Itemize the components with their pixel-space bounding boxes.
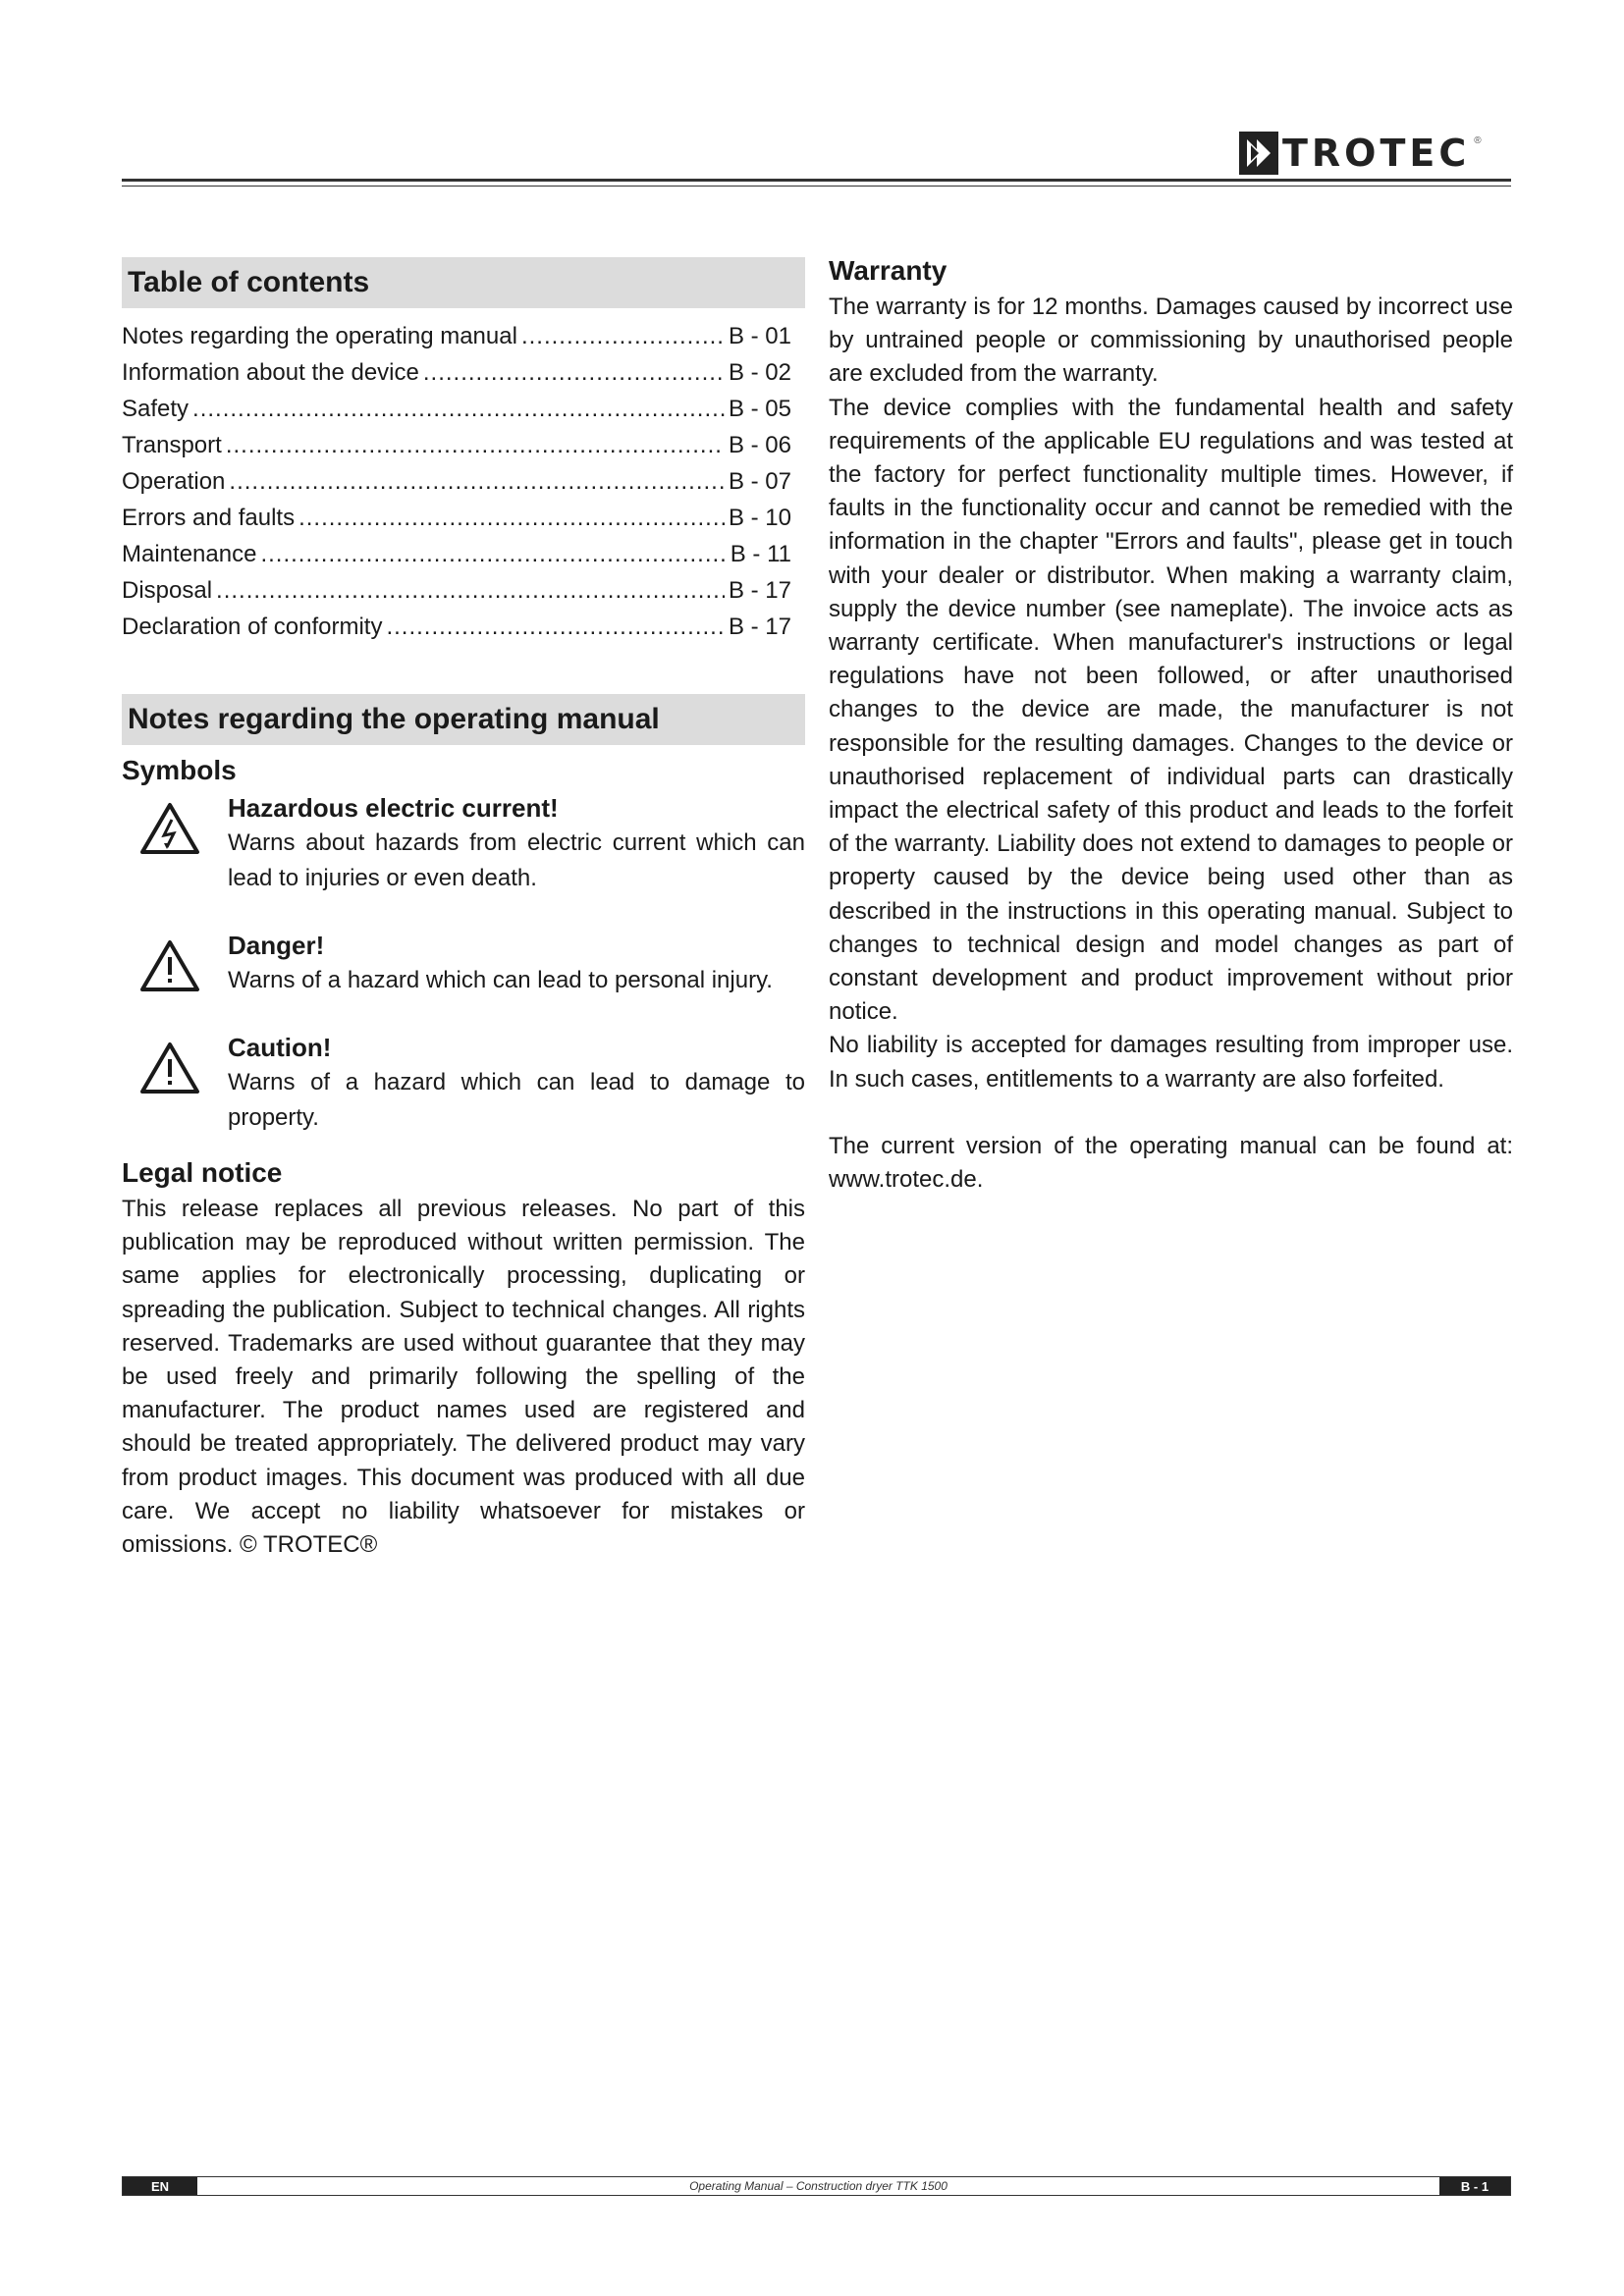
toc-leader [216, 572, 725, 609]
toc-item-title: Operation [122, 468, 226, 495]
symbol-title: Hazardous electric current! [228, 793, 559, 823]
toc-leader [229, 463, 725, 500]
warranty-paragraph: No liability is accepted for damages resulting from improper use. In such cases, entitlements to a warranty are also forfeited. [829, 1032, 1513, 1093]
toc-item-page: B - 06 [728, 432, 791, 458]
left-column [122, 257, 805, 1562]
symbol-title: Caution! [228, 1033, 332, 1062]
toc-item-title: Disposal [122, 577, 213, 604]
toc-item-title: Notes regarding the operating manual [122, 323, 517, 349]
toc-item [122, 536, 791, 572]
warranty-paragraph: The device complies with the fundamental health and safety requirements of the applicable EU regulations and was tested at the factory for perfect functionality multiple times. However, if faults in the functionality occur and cannot be remedied with the information in the chapter "Errors and faults", please get in touch with your dealer or distributor. When making a warranty claim, supply the device number (see nameplate). The invoice acts as warranty certificate. When manufacturer's instructions or legal regulations have not been followed, or after unauthorised changes to the device are made, the manufacturer is not responsible for the resulting damages. Changes to the device or unauthorised replacement of individual parts can drastically impact the electrical safety of this product and leads to the forfeit of the warranty. Liability does not extend to damages to people or property caused by the device being used other than as described in the instructions in this operating manual. Subject to changes to technical design and model changes as part of constant development and product improvement without prior notice. [829, 394, 1513, 1026]
toc-item-title: Transport [122, 432, 222, 458]
legal-notice-heading: Legal notice [122, 1157, 283, 1188]
symbol-electric [122, 790, 805, 896]
toc-item [122, 609, 791, 645]
toc-item-page: B - 07 [728, 468, 791, 495]
footer-page-number: B - 1 [1439, 2177, 1510, 2195]
toc-leader [260, 536, 726, 572]
legal-notice-text: This release replaces all previous releases. No part of this publication may be reproduced without written permission. The same applies for electronically processing, duplicating or spreading the publication. Subject to technical changes. All rights reserved. Trademarks are used without guarantee that they may be used freely and primarily following the spelling of the manufacturer. The product names used are registered and should be treated appropriately. The delivered product may vary from product images. This document was produced with all due care. We accept no liability whatsoever for mistakes or omissions. © TROTEC® [122, 1196, 805, 1559]
toc-leader [192, 391, 725, 427]
logo-registered-mark: ® [1474, 135, 1482, 146]
toc-item-title: Safety [122, 396, 189, 422]
toc-item-title: Information about the device [122, 359, 419, 386]
toc-leader [386, 609, 725, 645]
toc-leader [298, 500, 725, 536]
toc-item-title: Declaration of conformity [122, 614, 383, 640]
logo-text: TROTEC [1282, 132, 1471, 175]
toc-item-page: B - 02 [728, 359, 791, 386]
footer-title: Operating Manual – Construction dryer TTK 1500 [689, 2179, 947, 2193]
footer-language: EN [123, 2177, 197, 2195]
danger-warning-icon [139, 939, 200, 992]
toc-leader [226, 427, 725, 463]
toc-item-title: Maintenance [122, 541, 257, 567]
right-column [829, 251, 1513, 1197]
toc-item-page: B - 11 [730, 541, 791, 567]
header-rule [122, 179, 1511, 182]
header-rule-thin [122, 186, 1511, 187]
toc-item [122, 500, 791, 536]
symbol-danger [122, 928, 805, 998]
electric-warning-icon [139, 802, 200, 855]
caution-warning-icon [139, 1041, 200, 1095]
page-footer [122, 2176, 1511, 2196]
warranty-paragraph: The warranty is for 12 months. Damages caused by incorrect use by untrained people or commissioning by unauthorised people are excluded from the warranty. [829, 294, 1513, 388]
toc-list [122, 318, 805, 645]
trotec-logo [1239, 130, 1482, 177]
symbol-caution [122, 1030, 805, 1136]
symbol-text: Warns about hazards from electric current which can lead to injuries or even death. [228, 829, 805, 891]
trotec-logo-icon [1239, 132, 1278, 175]
toc-item [122, 463, 791, 500]
toc-item-page: B - 17 [728, 577, 791, 604]
toc-item [122, 318, 791, 354]
symbol-text: Warns of a hazard which can lead to personal injury. [228, 967, 773, 993]
symbol-text: Warns of a hazard which can lead to damage to property. [228, 1069, 805, 1131]
warranty-heading: Warranty [829, 255, 947, 286]
toc-leader [423, 354, 725, 391]
toc-item-title: Errors and faults [122, 505, 296, 531]
toc-item [122, 427, 791, 463]
symbol-title: Danger! [228, 931, 325, 960]
toc-item [122, 572, 791, 609]
toc-item-page: B - 01 [728, 323, 791, 349]
toc-item-page: B - 05 [728, 396, 791, 422]
manual-version-note: The current version of the operating manual can be found at: www.trotec.de. [829, 1132, 1513, 1194]
toc-item [122, 354, 791, 391]
symbols-heading: Symbols [122, 755, 237, 785]
toc-item-page: B - 10 [728, 505, 791, 531]
toc-item-page: B - 17 [728, 614, 791, 640]
toc-leader [521, 318, 725, 354]
toc-heading: Table of contents [122, 257, 805, 308]
notes-heading: Notes regarding the operating manual [122, 694, 805, 745]
toc-item [122, 391, 791, 427]
